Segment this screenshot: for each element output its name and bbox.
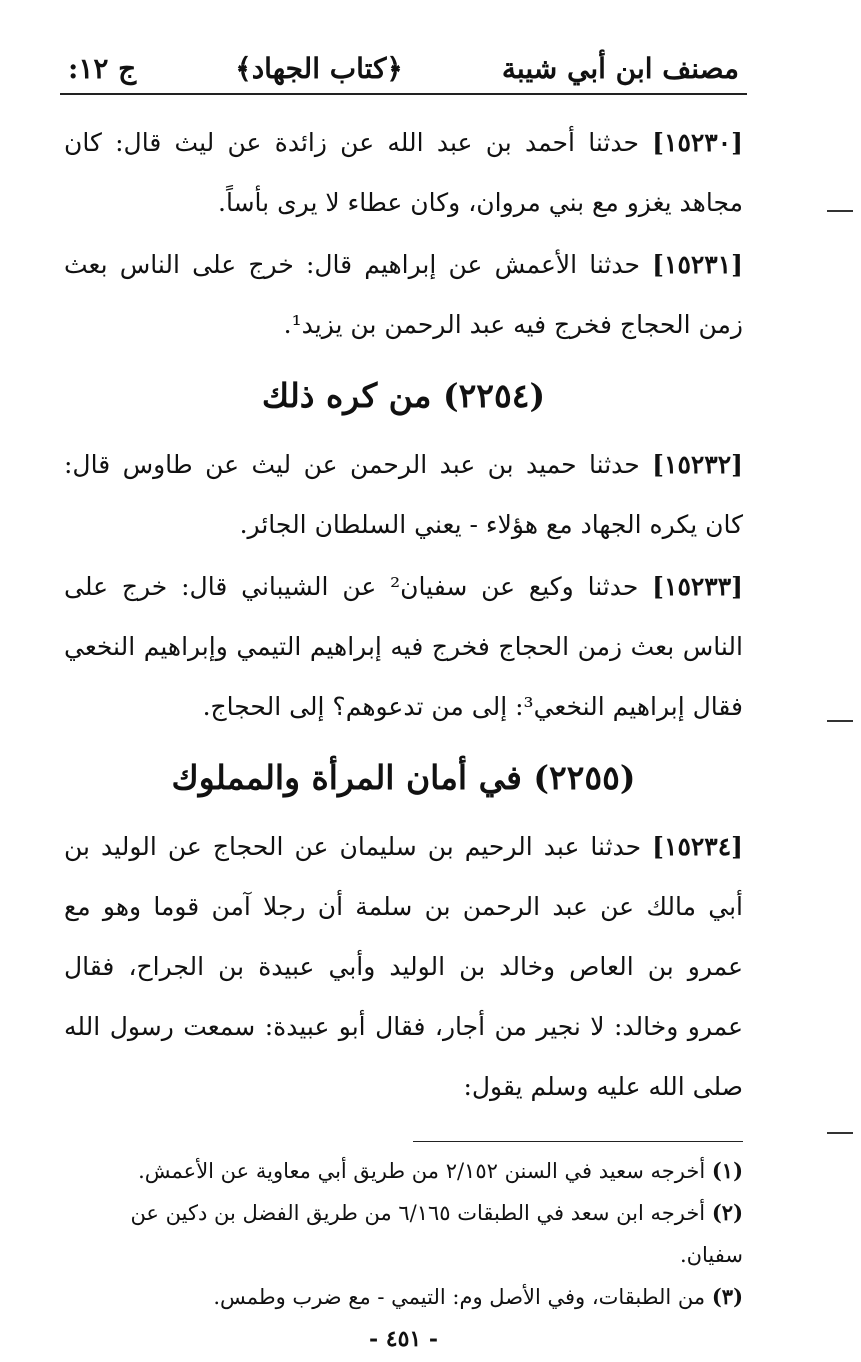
hadith-15234 [64,817,743,1117]
chapter-title: ﴿كتاب الجهاد﴾ [235,52,403,85]
footnote-rule [413,1141,743,1142]
footnote-text: أخرجه ابن سعد في الطبقات ٦/١٦٥ من طريق الفضل بن دكين عن سفيان. [130,1201,743,1267]
hadith-15233 [64,557,743,737]
footnote-number: (٣) [711,1284,743,1309]
hadith-15232 [64,435,743,555]
footnote-number: (١) [711,1158,743,1183]
footnote-3 [64,1276,743,1318]
chapter-heading-2254: (٢٢٥٤) من كره ذلك [261,376,546,415]
hadith-number: [١٥٢٣٠] [652,128,743,157]
footnote-number: (٢) [711,1200,743,1225]
hadith-text: حدثنا وكيع عن سفيان² عن الشيباني قال: خرج على الناس بعث زمن الحجاج فخرج فيه إبراهيم التيمي وإبراهيم النخعي فقال إبراهيم النخعي³: إلى من تدعوهم؟ إلى الحجاج. [64,572,743,721]
hadith-15230 [64,113,743,233]
hadith-text: حدثنا عبد الرحيم بن سليمان عن الحجاج عن الوليد بن أبي مالك عن عبد الرحمن بن سلمة أن رجلا آمن قوما وهو مع عمرو بن العاص وخالد بن الوليد وأبي عبيدة بن الجراح، فقال عمرو وخالد: لا نجير من أجار، فقال أبو عبيدة: سمعت رسول الله صلى الله عليه وسلم يقول: [64,832,743,1101]
book-title: مصنف ابن أبي شيبة [501,52,739,85]
running-header [64,52,743,93]
hadith-15231 [64,235,743,355]
margin-mark [827,210,853,212]
hadith-number: [١٥٢٣٢] [652,450,743,479]
footnote-text: أخرجه سعيد في السنن ٢/١٥٢ من طريق أبي معاوية عن الأعمش. [138,1159,706,1183]
hadith-text: حدثنا حميد بن عبد الرحمن عن ليث عن طاوس قال: كان يكره الجهاد مع هؤلاء - يعني السلطان الجائر. [64,450,743,539]
footnote-1 [64,1150,743,1192]
hadith-text: حدثنا أحمد بن عبد الله عن زائدة عن ليث قال: كان مجاهد يغزو مع بني مروان، وكان عطاء لا يرى بأساً. [64,128,743,217]
footnote-text: من الطبقات، وفي الأصل وم: التيمي - مع ضرب وطمس. [213,1285,706,1309]
hadith-number: [١٥٢٣١] [652,250,743,279]
volume-label: ج ١٢: [68,52,137,85]
header-rule [60,93,747,95]
hadith-number: [١٥٢٣٣] [652,572,743,601]
chapter-heading-2255: (٢٢٥٥) في أمان المرأة والمملوك [171,758,636,797]
page-number: - ٤٥١ - [368,1326,439,1352]
margin-mark [827,720,853,722]
margin-mark [827,1132,853,1134]
footnote-2 [64,1192,743,1276]
hadith-number: [١٥٢٣٤] [652,832,743,861]
hadith-text: حدثنا الأعمش عن إبراهيم قال: خرج على الناس بعث زمن الحجاج فخرج فيه عبد الرحمن بن يزيد¹. [64,250,743,339]
